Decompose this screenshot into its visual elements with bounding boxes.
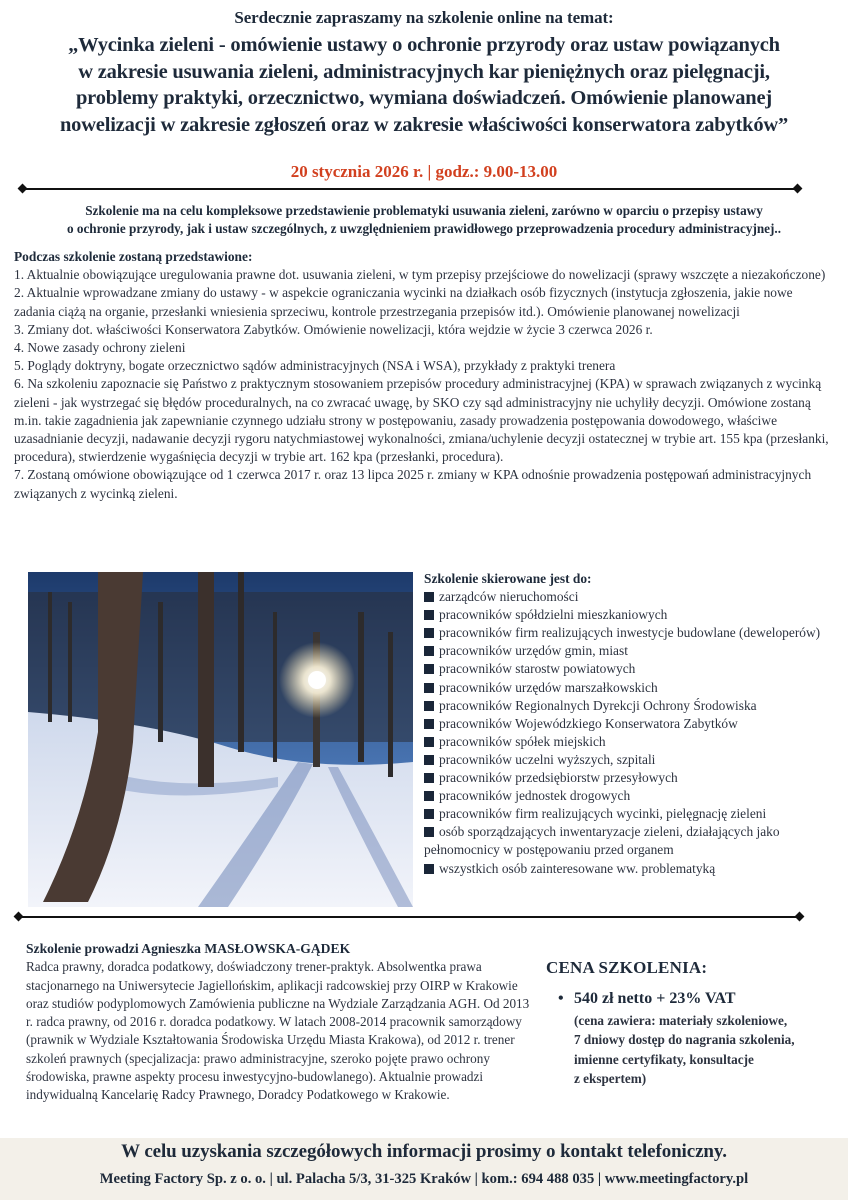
training-title — [0, 32, 848, 138]
divider — [18, 916, 800, 918]
price-amount: 540 zł netto + 23% VAT — [574, 990, 736, 1007]
audience-item: osób sporządzających inwentaryzacje zieleni, działających jako pełnomocnicy w postępowaniu przed organem — [424, 824, 780, 858]
square-bullet-icon — [424, 791, 434, 801]
audience-heading: Szkolenie skierowane jest do: — [424, 571, 592, 586]
square-bullet-icon — [424, 773, 434, 783]
audience-item: pracowników Wojewódzkiego Konserwatora Zabytków — [424, 715, 839, 733]
audience-item: pracowników spółdzielni mieszkaniowych — [424, 606, 839, 624]
square-bullet-icon — [424, 610, 434, 620]
audience-item: wszystkich osób zainteresowane ww. problematyką — [424, 860, 839, 878]
title-line: w zakresie usuwania zieleni, administracyjnych kar pieniężnych oraz pielęgnacji, — [78, 60, 770, 83]
square-bullet-icon — [424, 592, 434, 602]
square-bullet-icon — [424, 646, 434, 656]
winter-forest-photo — [28, 572, 413, 907]
price-section — [546, 958, 846, 1088]
training-aim — [0, 202, 848, 238]
trainer-section — [26, 940, 536, 1105]
audience-item: pracowników urzędów gmin, miast — [424, 642, 839, 660]
audience-item: pracowników starostw powiatowych — [424, 660, 839, 678]
program-item: 5. Poglądy doktryny, bogate orzecznictwo sądów administracyjnych (NSA i WSA), przykłady z praktyki trenera — [14, 358, 616, 374]
audience-item: pracowników spółek miejskich — [424, 733, 839, 751]
square-bullet-icon — [424, 864, 434, 874]
training-date: 20 stycznia 2026 r. | godz.: 9.00-13.00 — [290, 162, 558, 181]
program-item: 6. Na szkoleniu zapoznacie się Państwo z praktycznym stosowaniem przepisów procedury administracyjnej (KPA) w sprawach związanych z wycinką zieleni - jak wystrzegać się błędów proceduralnych, na co zwracać uwagę, by SKO czy sąd administracyjny nie uchyliły decyzji. Omówione zostaną m.in. takie zagadnienia jak zapewnianie czynnego udziału strony w postępowaniu, zasady prowadzenia postępowania dowodowego, właściwe uzasadnianie decyzji, nadawanie decyzji rygoru natychmiastowej wykonalności, zmiana/uchylenie decyzji ostatecznej w trybie art. 155 kpa (przesłanki, procedura), stwierdzenie wygaśnięcia decyzji w trybie art. 162 kpa (przesłanki, procedura). — [14, 376, 829, 465]
price-heading: CENA SZKOLENIA: — [546, 958, 708, 977]
square-bullet-icon — [424, 701, 434, 711]
square-bullet-icon — [424, 664, 434, 674]
program-item: 7. Zostaną omówione obowiązujące od 1 czerwca 2017 r. oraz 13 lipca 2025 r. zmiany w KPA odnośnie prowadzenia postępowań administracyjnych związanych z wycinką zieleni. — [14, 467, 812, 501]
divider — [22, 188, 798, 190]
program-heading: Podczas szkolenie zostaną przedstawione: — [14, 249, 253, 264]
audience-item: pracowników uczelni wyższych, szpitali — [424, 751, 839, 769]
program-section — [14, 248, 834, 503]
program-item: 4. Nowe zasady ochrony zieleni — [14, 340, 186, 356]
program-item: 2. Aktualnie wprowadzane zmiany do ustawy - w aspekcie ograniczania wycinki na działkach osób fizycznych (instytucja zgłoszenia, jakie nowe zadania ciążą na organie, przesłanki wniesienia sprzeciwu, kontrole przestrzegania przepisów itd.). Omówienie planowanej nowelizacji — [14, 285, 793, 319]
contact-details: Meeting Factory Sp. z o. o. | ul. Palacha 5/3, 31-325 Kraków | kom.: 694 488 035 | www.meetingfactory.pl — [99, 1171, 749, 1187]
square-bullet-icon — [424, 809, 434, 819]
square-bullet-icon — [424, 755, 434, 765]
square-bullet-icon — [424, 719, 434, 729]
trainer-bio: Radca prawny, doradca podatkowy, doświadczony trener-praktyk. Absolwentka prawa stacjonarnego na Uniwersytecie Jagiellońskim, aplikacji radcowskiej przy OIRP w Krakowie oraz studiów podyplomowych Zamówienia publiczne na Wydziale Zarządzania AGH. Od 2013 r. radca prawny, od 2016 r. doradca podatkowy. W latach 2008-2014 pracownik samorządowy (prawnik w Wydziale Kształtowania Środowiska Urzędu Miasta Krakowa), od 2012 r. trener szkoleń prawnych (specjalizacja: prawo administracyjne, szeroko pojęte prawo ochrony środowiska, prawne aspekty procesu inwestycyjno-budowlanego). Aktualnie prowadzi indywidualną Kancelarię Radcy Prawnego, Doradcy Podatkowego w Krakowie. — [26, 959, 530, 1103]
aim-line: Szkolenie ma na celu kompleksowe przedstawienie problematyki usuwania zieleni, zarówno w oparciu o przepisy ustawy — [85, 203, 763, 218]
program-item: 3. Zmiany dot. właściwości Konserwatora Zabytków. Omówienie nowelizacji, która wejdzie w życie 3 czerwca 2026 r. — [14, 321, 653, 337]
title-line: problemy praktyki, orzecznictwo, wymiana doświadczeń. Omówienie planowanej — [75, 87, 773, 109]
bullet-icon: • — [558, 990, 564, 1007]
square-bullet-icon — [424, 628, 434, 638]
aim-line: o ochronie przyrody, jak i ustaw szczególnych, z uwzględnieniem prawidłowego przeprowadzenia procedury administracyjnej.. — [66, 221, 782, 236]
audience-item: pracowników urzędów marszałkowskich — [424, 679, 839, 697]
intro-text: Serdecznie zapraszamy na szkolenie online na temat: — [234, 8, 614, 27]
title-line: „Wycinka zieleni - omówienie ustawy o ochronie przyrody oraz ustaw powiązanych — [68, 34, 780, 56]
contact-cta: W celu uzyskania szczegółowych informacji prosimy o kontakt telefoniczny. — [121, 1141, 727, 1162]
audience-item: pracowników jednostek drogowych — [424, 787, 839, 805]
program-item: 1. Aktualnie obowiązujące uregulowania prawne dot. usuwania zieleni, w tym przepisy przejściowe do nowelizacji (sprawy wszczęte a niezakończone) — [14, 267, 826, 283]
trainer-heading: Szkolenie prowadzi Agnieszka MASŁOWSKA-GĄDEK — [26, 941, 351, 956]
footer — [0, 1138, 848, 1200]
square-bullet-icon — [424, 737, 434, 747]
price-note: (cena zawiera: materiały szkoleniowe, 7 dniowy dostęp do nagrania szkolenia, imienne certyfikaty, konsultacje z ekspertem) — [574, 1013, 795, 1086]
audience-item: zarządców nieruchomości — [424, 588, 839, 606]
audience-item: pracowników firm realizujących wycinki, pielęgnację zieleni — [424, 805, 839, 823]
title-line: nowelizacji w zakresie zgłoszeń oraz w zakresie właściwości konserwatora zabytków” — [59, 113, 789, 136]
audience-item: pracowników Regionalnych Dyrekcji Ochrony Środowiska — [424, 697, 839, 715]
square-bullet-icon — [424, 683, 434, 693]
price-item — [546, 990, 846, 1008]
audience-item: pracowników firm realizujących inwestycje budowlane (deweloperów) — [424, 624, 839, 642]
audience-section — [424, 570, 839, 878]
square-bullet-icon — [424, 827, 434, 837]
audience-item: pracowników przedsiębiorstw przesyłowych — [424, 769, 839, 787]
